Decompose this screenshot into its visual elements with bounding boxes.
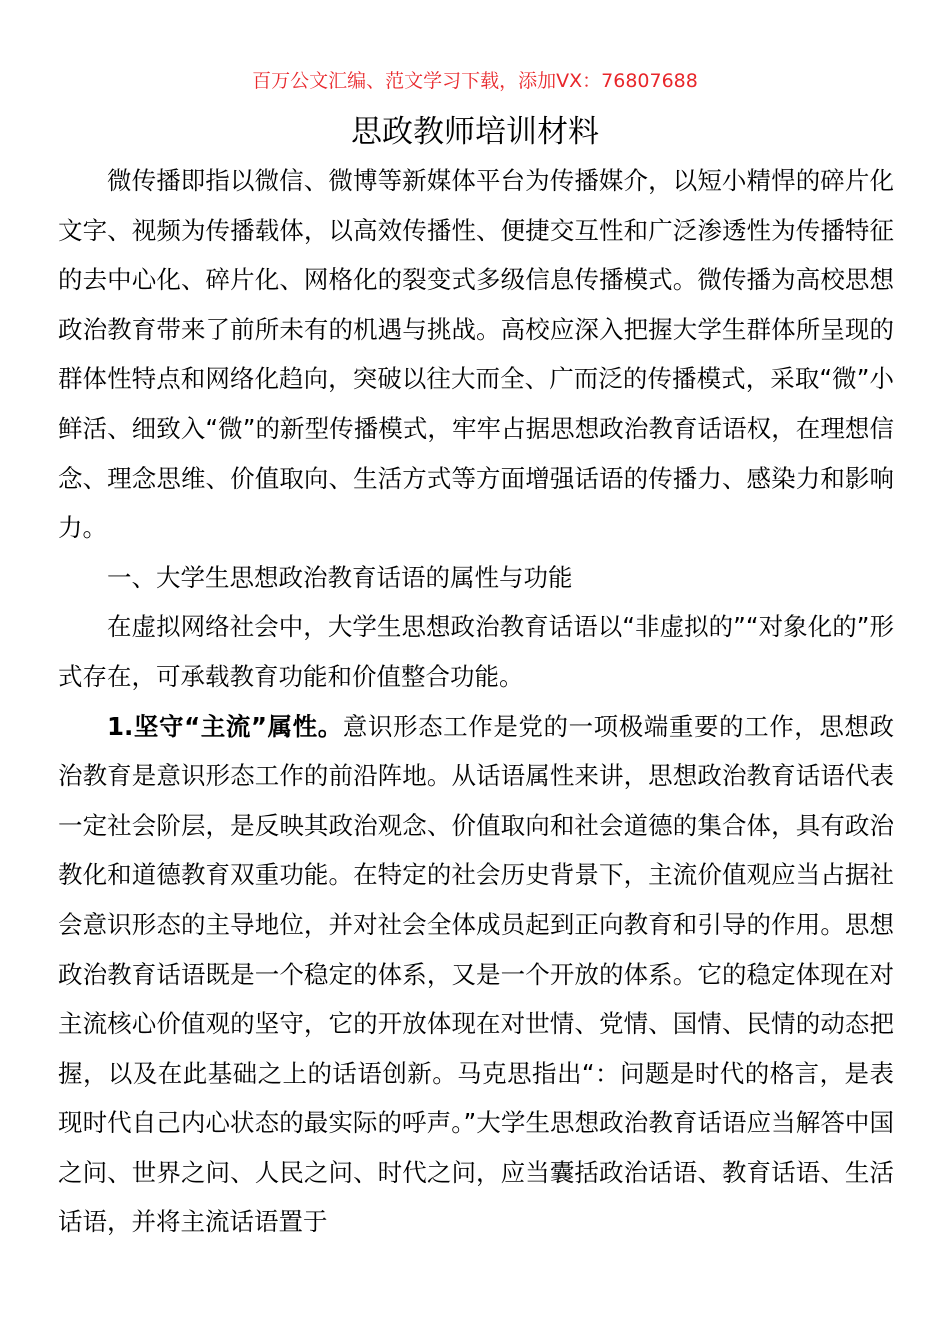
document-body — [58, 156, 894, 1247]
document-title: 思政教师培训材料 — [351, 114, 599, 150]
point-1-text: 意识形态工作是党的一项极端重要的工作，思想政治教育是意识形态工作的前沿阵地。从话语属性来讲，思想政治教育话语代表一定社会阶层，是反映其政治观念、价值取向和社会道德的集合体，具有政治教化和道德教育双重功能。在特定的社会历史背景下，主流价值观应当占据社会意识形态的主导地位，并对社会全体成员起到正向教育和引导的作用。思想政治教育话语既是一个稳定的体系，又是一个开放的体系。它的稳定体现在对主流核心价值观的坚守，它的开放体现在对世情、党情、国情、民情的动态把握，以及在此基础之上的话语创新。马克思指出“：问题是时代的格言，是表现时代自己内心状态的最实际的呼声。”大学生思想政治教育话语应当解答中国之问、世界之问、人民之问、时代之问，应当囊括政治话语、教育话语、生活话语，并将主流话语置于 — [58, 711, 895, 1237]
section-heading: 一、大学生思想政治教育话语的属性与功能 — [107, 562, 573, 592]
point-1-paragraph — [58, 702, 894, 1248]
intro-paragraph: 微传播即指以微信、微博等新媒体平台为传播媒介，以短小精悍的碎片化文字、视频为传播载体，以高效传播性、便捷交互性和广泛渗透性为传播特征的去中心化、碎片化、网格化的裂变式多级信息传播模式。微传播为高校思想政治教育带来了前所未有的机遇与挑战。高校应深入把握大学生群体所呈现的群体性特点和网络化趋向，突破以往大而全、广而泛的传播模式，采取“微”小鲜活、细致入“微”的新型传播模式，牢牢占据思想政治教育话语权，在理想信念、理念思维、价值取向、生活方式等方面增强话语的传播力、感染力和影响力。 — [58, 166, 894, 543]
point-1-lead: 1.坚守“主流”属性。 — [107, 711, 343, 741]
section-intro-paragraph: 在虚拟网络社会中，大学生思想政治教育话语以“非虚拟的”“对象化的”形式存在，可承载教育功能和价值整合功能。 — [58, 612, 894, 691]
header-contact-note: 百万公文汇编、范文学习下载，添加VX：76807688 — [252, 70, 698, 92]
